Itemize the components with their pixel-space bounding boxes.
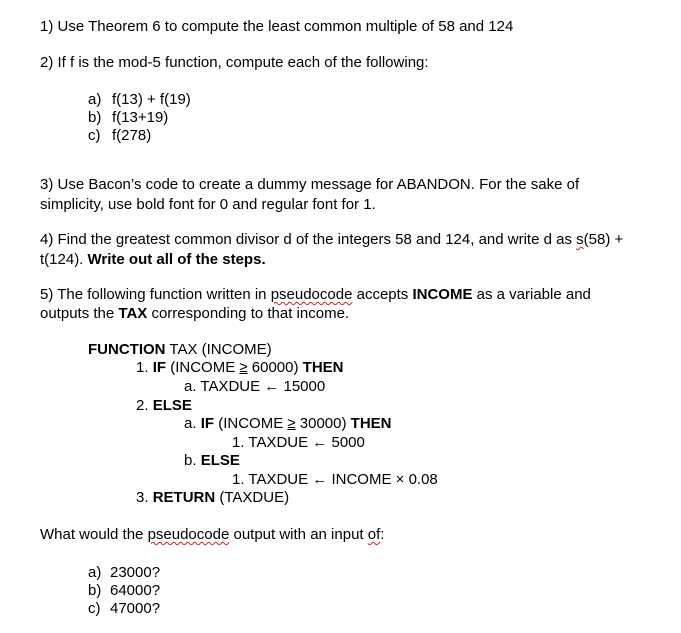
q5-text-b: accepts bbox=[352, 286, 413, 303]
code-step-1-value: 60000) bbox=[247, 359, 303, 376]
q5-text-d: outputs the bbox=[40, 305, 119, 322]
code-return-value: (TAXDUE) bbox=[215, 489, 290, 506]
q5-tax-word: TAX bbox=[118, 305, 148, 322]
code-else-keyword: ELSE bbox=[152, 397, 192, 414]
code-step-2-number: 2. bbox=[136, 397, 153, 414]
q4-line1-text: 4) Find the greatest common divisor d of the integers 58 and 124, and write d as bbox=[40, 231, 577, 248]
code-step-1-number: 1. bbox=[136, 359, 153, 376]
q5-text-a: 5) The following function written in bbox=[40, 286, 271, 303]
q5-text-e: corresponding to that income. bbox=[147, 305, 350, 322]
q2-item-a-expr: f(13) + f(19) bbox=[112, 91, 191, 108]
question-5-line-2 bbox=[40, 305, 349, 323]
code-then-keyword: THEN bbox=[302, 359, 344, 376]
answer-a-value: 23000? bbox=[110, 564, 161, 581]
q2-item-b-expr: f(13+19) bbox=[112, 109, 169, 126]
code-step-1-cond: (INCOME bbox=[166, 359, 240, 376]
answer-a-label: a) bbox=[88, 564, 102, 581]
code-step-2 bbox=[136, 397, 192, 415]
question-3-line-2: simplicity, use bold font for 0 and regular font for 1. bbox=[40, 196, 376, 213]
answer-item-b bbox=[88, 582, 160, 600]
code-step-2a bbox=[184, 415, 392, 433]
code-function-keyword: FUNCTION bbox=[88, 341, 166, 358]
question-1: 1) Use Theorem 6 to compute the least common multiple of 58 and 124 bbox=[40, 18, 514, 35]
code-if-keyword: IF bbox=[152, 359, 167, 376]
code-ge-symbol-2: ≥ bbox=[287, 415, 296, 432]
final-question-pseudocode: pseudocode bbox=[147, 526, 230, 543]
code-if-keyword-2: IF bbox=[200, 415, 215, 432]
q5-income-word: INCOME bbox=[412, 286, 473, 303]
code-then-keyword-2: THEN bbox=[350, 415, 392, 432]
final-question-colon: : bbox=[380, 526, 385, 543]
answer-c-value: 47000? bbox=[110, 600, 161, 617]
question-2-intro: 2) If f is the mod-5 function, compute each of the following: bbox=[40, 54, 429, 71]
q2-item-a bbox=[88, 91, 191, 109]
answer-b-label: b) bbox=[88, 582, 102, 599]
code-step-2a-cond: (INCOME bbox=[214, 415, 288, 432]
question-3-line-1: 3) Use Bacon’s code to create a dummy message for ABANDON. For the sake of bbox=[40, 176, 580, 193]
question-5-line-1 bbox=[40, 286, 591, 304]
q4-instruction: Write out all of the steps. bbox=[87, 251, 266, 268]
q4-s-variable: s bbox=[576, 231, 584, 248]
code-step-2a-number: a. bbox=[184, 415, 201, 432]
code-return-keyword: RETURN bbox=[152, 489, 216, 506]
code-step-3-number: 3. bbox=[136, 489, 153, 506]
answer-b-value: 64000? bbox=[110, 582, 161, 599]
code-step-3 bbox=[136, 489, 289, 507]
answer-item-c bbox=[88, 600, 160, 618]
final-question-text-b: output with an input bbox=[229, 526, 368, 543]
code-function-line bbox=[88, 341, 272, 359]
code-step-2b-number: b. bbox=[184, 452, 201, 469]
code-step-1a: a. TAXDUE ← 15000 bbox=[184, 378, 326, 395]
code-step-1 bbox=[136, 359, 344, 377]
code-function-signature: TAX (INCOME) bbox=[165, 341, 272, 358]
q4-line2-text: t(124). bbox=[40, 251, 88, 268]
final-question bbox=[40, 526, 384, 544]
final-question-of: of bbox=[367, 526, 381, 543]
answer-item-a bbox=[88, 564, 160, 582]
code-ge-symbol: ≥ bbox=[239, 359, 248, 376]
question-4-line-1 bbox=[40, 231, 623, 249]
code-else-keyword-2: ELSE bbox=[200, 452, 240, 469]
code-step-2a1: 1. TAXDUE ← 5000 bbox=[232, 434, 365, 451]
q2-item-c-label: c) bbox=[88, 127, 101, 144]
code-step-2a-value: 30000) bbox=[295, 415, 351, 432]
q5-pseudocode-word: pseudocode bbox=[270, 286, 353, 303]
q2-item-a-label: a) bbox=[88, 91, 102, 108]
final-question-text-a: What would the bbox=[40, 526, 148, 543]
q5-text-c: as a variable and bbox=[472, 286, 591, 303]
code-step-2b1: 1. TAXDUE ← INCOME × 0.08 bbox=[232, 471, 438, 488]
q2-item-b bbox=[88, 109, 168, 127]
q4-line1-end: (58) + bbox=[583, 231, 624, 248]
question-4-line-2 bbox=[40, 251, 266, 269]
answer-c-label: c) bbox=[88, 600, 101, 617]
q2-item-c bbox=[88, 127, 151, 145]
q2-item-b-label: b) bbox=[88, 109, 102, 126]
q2-item-c-expr: f(278) bbox=[112, 127, 152, 144]
code-step-2b bbox=[184, 452, 240, 470]
